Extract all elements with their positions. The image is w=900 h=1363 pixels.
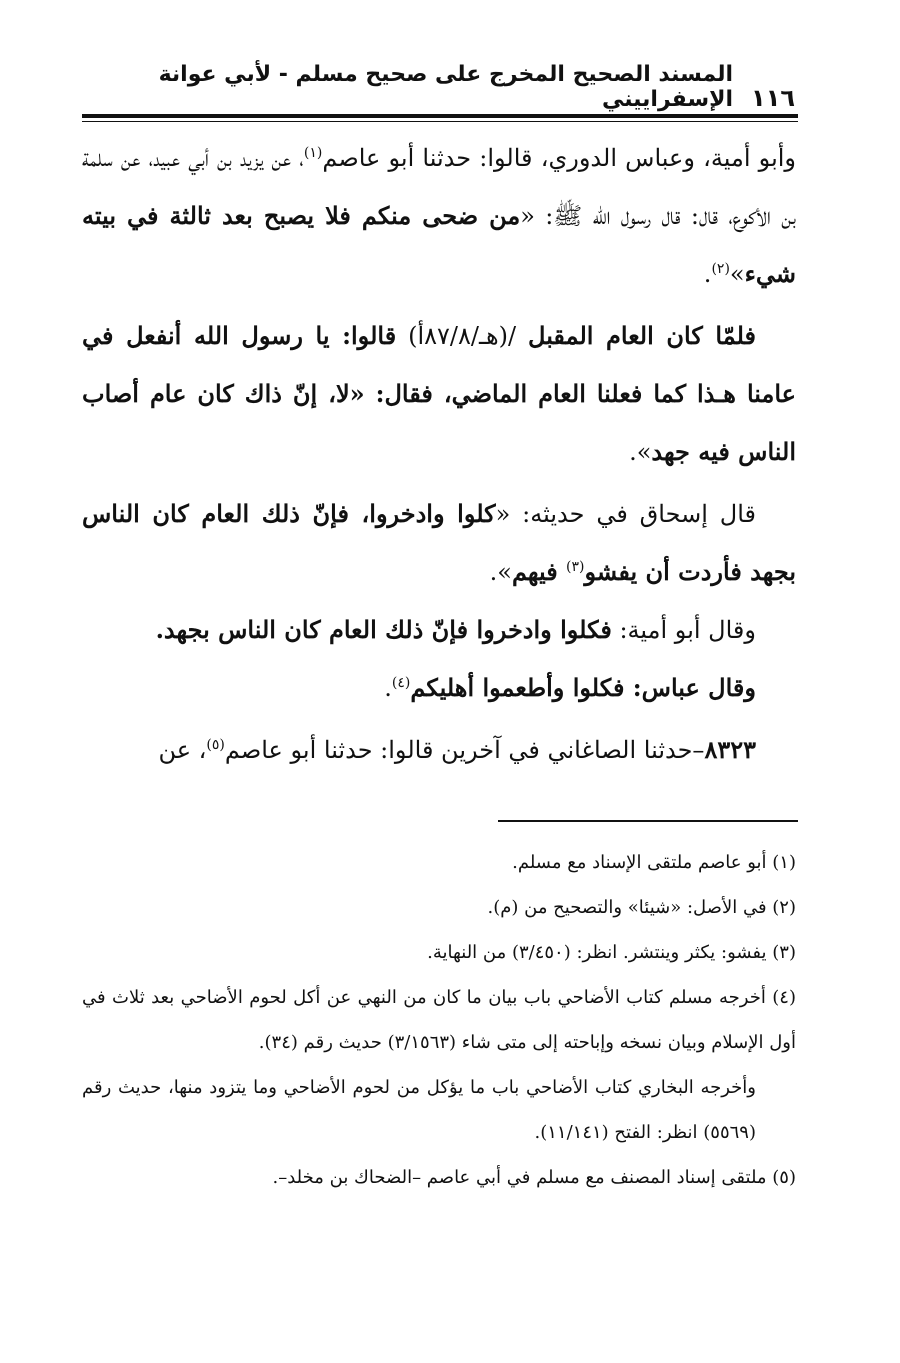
footnote-separator <box>498 820 798 822</box>
footnote-2: (٢) في الأصل: «شيئا» والتصحيح من (م). <box>487 897 796 918</box>
paragraph-2 <box>82 307 796 481</box>
paragraph-5 <box>82 659 796 717</box>
paragraph-4 <box>82 601 796 659</box>
p1-end: . <box>703 260 712 288</box>
p3-end: ». <box>489 558 512 586</box>
footnote-ref-4: (٤) <box>391 675 411 691</box>
footnote-ref-3: (٣) <box>566 559 585 575</box>
footnote-1: (١) أبو عاصم ملتقى الإسناد مع مسلم. <box>512 852 796 873</box>
footnote-ref-2: (٢) <box>711 261 730 277</box>
p1-hadith-text: من ضحى منكم فلا يصبح بعد ثالثة في بيته شيء <box>82 201 796 288</box>
p1-quote-close: » <box>729 260 745 288</box>
p5-end: . <box>384 674 392 702</box>
footnote-3: (٣) يفشو: يكثر وينتشر. انظر: (٣/٤٥٠) من النهاية. <box>427 942 796 963</box>
p6-text-b: ، عن <box>158 736 207 764</box>
p3-bold-b: فيهم <box>511 557 567 586</box>
footnote-ref-5: (٥) <box>206 737 225 753</box>
p4-text-a: وقال أبو أمية: <box>611 616 756 644</box>
p3-text-a: قال إسحاق في حديثه: « <box>495 500 756 528</box>
p5-bold: وقال عباس: فكلوا وأطعموا أهليكم <box>410 673 756 702</box>
header-rule-thick <box>82 114 798 118</box>
page-number: ١١٦ <box>751 84 795 112</box>
p6-text-a: –حدثنا الصاغاني في آخرين قالوا: حدثنا أبو عاصم <box>224 736 705 764</box>
footnote-ref-1: (١) <box>303 145 323 161</box>
p1-text-b: ، عن يزيد بن أبي عبيد، عن سلمة بن الأكوع، قال: قال رسول الله ﷺ: « <box>82 144 796 230</box>
p1-text-a: وأبو أمية، وعباس الدوري، قالوا: حدثنا أبو عاصم <box>322 144 797 172</box>
paragraph-6 <box>82 721 796 779</box>
paragraph-1 <box>82 130 796 303</box>
hadith-number: ٨٣٢٣ <box>704 735 756 764</box>
footnote-4-continued: وأخرجه البخاري كتاب الأضاحي باب ما يؤكل من لحوم الأضاحي وما يتزود منها، حديث رقم (٥٥٦٩) انظر: الفتح (١١/١٤١). <box>82 1077 756 1143</box>
p2-bold-a: فلمّا كان العام المقبل <box>528 321 756 350</box>
p2-bold-b: قالوا: يا رسول الله أنفعل في عامنا هـذا كما فعلنا العام الماضي، فقال: «لا، إنّ ذاك كان عام أصاب الناس فيه جهد <box>82 321 796 466</box>
header-rule-thin <box>82 121 798 122</box>
manuscript-ref: /(هـ/٨٧/٨أ) <box>396 322 529 350</box>
footnotes <box>82 840 796 1200</box>
p2-end: ». <box>629 438 652 466</box>
p4-bold: فكلوا وادخروا فإنّ ذلك العام كان الناس بجهد. <box>155 615 612 644</box>
page-header <box>88 62 795 112</box>
running-title: المسند الصحيح المخرج على صحيح مسلم - لأبي عوانة الإسفراييني <box>158 62 734 112</box>
main-text <box>82 130 796 779</box>
footnote-4: (٤) أخرجه مسلم كتاب الأضاحي باب بيان ما كان من النهي عن أكل لحوم الأضاحي بعد ثلاث في أول الإسلام وبيان نسخه وإباحته إلى متى شاء (٣/١٥٦٣) حديث رقم (٣٤). <box>82 987 796 1053</box>
footnote-5: (٥) ملتقى إسناد المصنف مع مسلم في أبي عاصم –الضحاك بن مخلد–. <box>272 1167 796 1188</box>
p3-bold-a: كلوا وادخروا، فإنّ ذلك العام كان الناس بجهد فأردت أن يفشو <box>82 499 796 586</box>
paragraph-3 <box>82 485 796 601</box>
